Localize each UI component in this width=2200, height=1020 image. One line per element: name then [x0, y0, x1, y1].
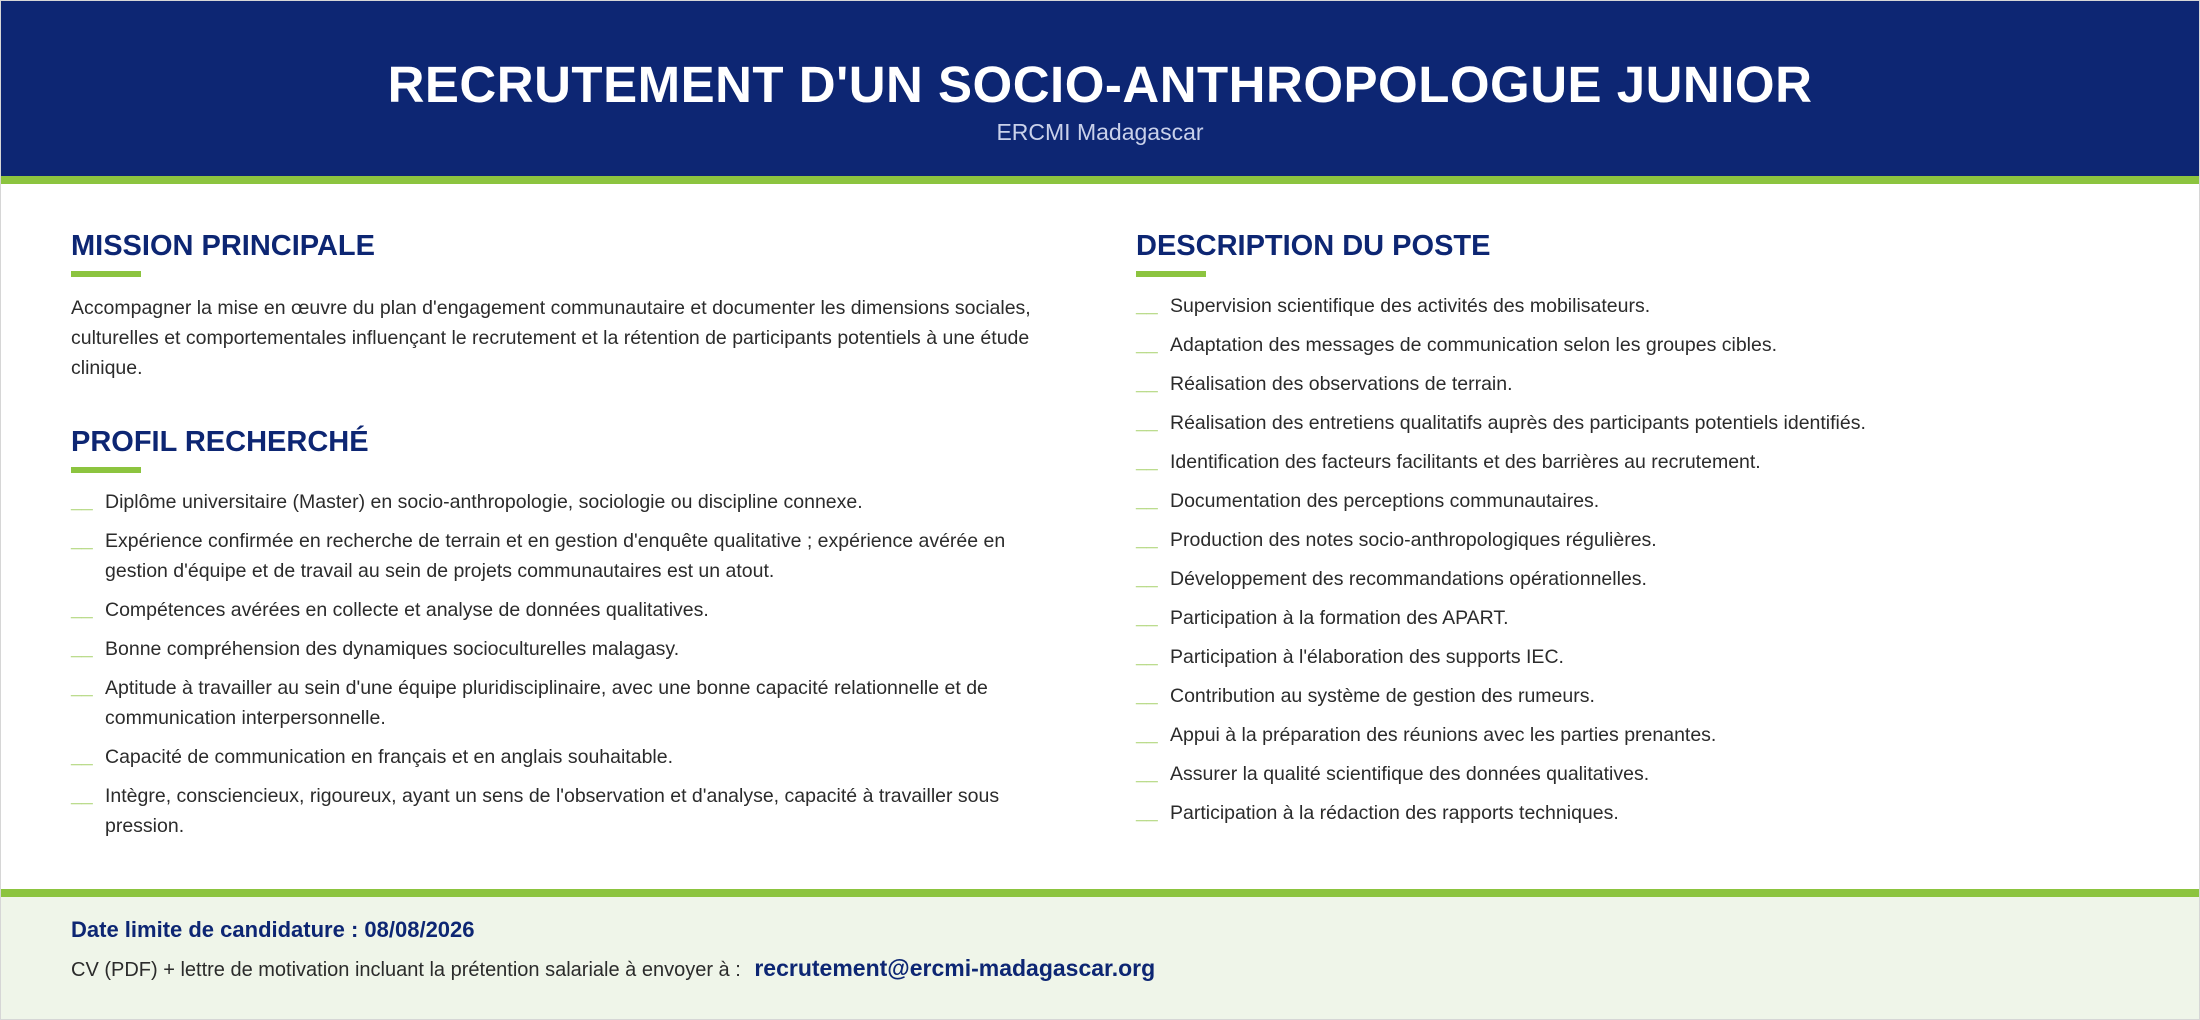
- list-item-text: Capacité de communication en français et en anglais souhaitable.: [105, 746, 674, 768]
- header-banner: [1, 1, 2199, 184]
- deadline-text: Date limite de candidature : 08/08/2026: [71, 917, 475, 942]
- dash-bullet-icon: __: [1136, 529, 1158, 551]
- list-item: [1136, 369, 2136, 399]
- dash-bullet-icon: __: [1136, 763, 1158, 785]
- list-item-text: Participation à la rédaction des rapports techniques.: [1170, 802, 1619, 824]
- right-column: [1136, 229, 2136, 837]
- list-item: [1136, 408, 2136, 438]
- list-item-text: Réalisation des entretiens qualitatifs auprès des participants potentiels identifiés.: [1170, 412, 1866, 434]
- list-item: [1136, 759, 2136, 789]
- list-item: [1136, 564, 2136, 594]
- dash-bullet-icon: __: [1136, 685, 1158, 707]
- list-item-text: Diplôme universitaire (Master) en socio-anthropologie, sociologie ou discipline connexe.: [105, 491, 863, 513]
- main-content: [1, 184, 2199, 889]
- dash-bullet-icon: __: [1136, 451, 1158, 473]
- description-title: DESCRIPTION DU POSTE: [1136, 230, 1491, 262]
- list-item: [1136, 330, 2136, 360]
- list-item: [1136, 798, 2136, 828]
- profil-title-underline: [71, 467, 141, 473]
- list-item: [1136, 447, 2136, 477]
- dash-bullet-icon: __: [1136, 373, 1158, 395]
- description-list: [1136, 291, 2136, 828]
- list-item: [71, 526, 1071, 586]
- list-item-text: Production des notes socio-anthropologiques régulières.: [1170, 529, 1657, 551]
- list-item-text: Expérience confirmée en recherche de terrain et en gestion d'enquête qualitative ; expérience avérée en gestion d'équipe et de travail au sein de projets communautaires est un atout.: [105, 530, 1006, 582]
- list-item: [71, 487, 1071, 517]
- mission-text: Accompagner la mise en œuvre du plan d'engagement communautaire et documenter les dimensions sociales, culturelles et comportementales influençant le recrutement et la rétention de participants potentiels à une étude clinique.: [71, 297, 1031, 379]
- contact-email[interactable]: recrutement@ercmi-madagascar.org: [754, 955, 1156, 981]
- dash-bullet-icon: __: [1136, 568, 1158, 590]
- list-item: [1136, 603, 2136, 633]
- dash-bullet-icon: __: [1136, 646, 1158, 668]
- dash-bullet-icon: __: [1136, 607, 1158, 629]
- dash-bullet-icon: __: [1136, 802, 1158, 824]
- list-item: [71, 781, 1071, 841]
- left-column: [71, 229, 1071, 850]
- list-item-text: Appui à la préparation des réunions avec les parties prenantes.: [1170, 724, 1717, 746]
- list-item-text: Identification des facteurs facilitants et des barrières au recrutement.: [1170, 451, 1761, 473]
- page-title: RECRUTEMENT D'UN SOCIO-ANTHROPOLOGUE JUNIOR: [387, 56, 1813, 113]
- dash-bullet-icon: __: [1136, 490, 1158, 512]
- mission-title: MISSION PRINCIPALE: [71, 230, 375, 262]
- dash-bullet-icon: __: [71, 746, 93, 768]
- list-item-text: Aptitude à travailler au sein d'une équipe pluridisciplinaire, avec une bonne capacité relationnelle et de communication interpersonnelle.: [105, 677, 988, 729]
- list-item-text: Supervision scientifique des activités des mobilisateurs.: [1170, 295, 1651, 317]
- list-item-text: Adaptation des messages de communication selon les groupes cibles.: [1170, 334, 1778, 356]
- list-item: [1136, 720, 2136, 750]
- list-item-text: Participation à la formation des APART.: [1170, 607, 1509, 629]
- list-item: [1136, 291, 2136, 321]
- mission-title-underline: [71, 271, 141, 277]
- list-item: [71, 742, 1071, 772]
- dash-bullet-icon: __: [1136, 724, 1158, 746]
- list-item: [1136, 681, 2136, 711]
- profil-list: [71, 487, 1071, 841]
- list-item: [1136, 525, 2136, 555]
- description-title-underline: [1136, 271, 1206, 277]
- list-item: [1136, 642, 2136, 672]
- list-item-text: Développement des recommandations opérationnelles.: [1170, 568, 1647, 590]
- dash-bullet-icon: __: [71, 530, 93, 552]
- footer: [1, 889, 2199, 1020]
- list-item: [71, 673, 1071, 733]
- dash-bullet-icon: __: [1136, 412, 1158, 434]
- list-item-text: Participation à l'élaboration des supports IEC.: [1170, 646, 1564, 668]
- dash-bullet-icon: __: [71, 785, 93, 807]
- list-item: [71, 634, 1071, 664]
- list-item-text: Réalisation des observations de terrain.: [1170, 373, 1513, 395]
- list-item: [1136, 486, 2136, 516]
- list-item-text: Intègre, consciencieux, rigoureux, ayant un sens de l'observation et d'analyse, capacité à travailler sous pression.: [105, 785, 1000, 837]
- dash-bullet-icon: __: [1136, 334, 1158, 356]
- dash-bullet-icon: __: [71, 677, 93, 699]
- list-item-text: Compétences avérées en collecte et analyse de données qualitatives.: [105, 599, 709, 621]
- list-item-text: Assurer la qualité scientifique des données qualitatives.: [1170, 763, 1650, 785]
- list-item-text: Contribution au système de gestion des rumeurs.: [1170, 685, 1595, 707]
- dash-bullet-icon: __: [71, 638, 93, 660]
- organization-name: ERCMI Madagascar: [996, 119, 1204, 145]
- application-instructions: [71, 955, 1155, 982]
- list-item-text: Bonne compréhension des dynamiques socioculturelles malagasy.: [105, 638, 680, 660]
- cv-instructions: CV (PDF) + lettre de motivation incluant la prétention salariale à envoyer à :: [71, 959, 741, 981]
- list-item: [71, 595, 1071, 625]
- dash-bullet-icon: __: [1136, 295, 1158, 317]
- dash-bullet-icon: __: [71, 491, 93, 513]
- dash-bullet-icon: __: [71, 599, 93, 621]
- list-item-text: Documentation des perceptions communautaires.: [1170, 490, 1600, 512]
- profil-title: PROFIL RECHERCHÉ: [71, 426, 369, 458]
